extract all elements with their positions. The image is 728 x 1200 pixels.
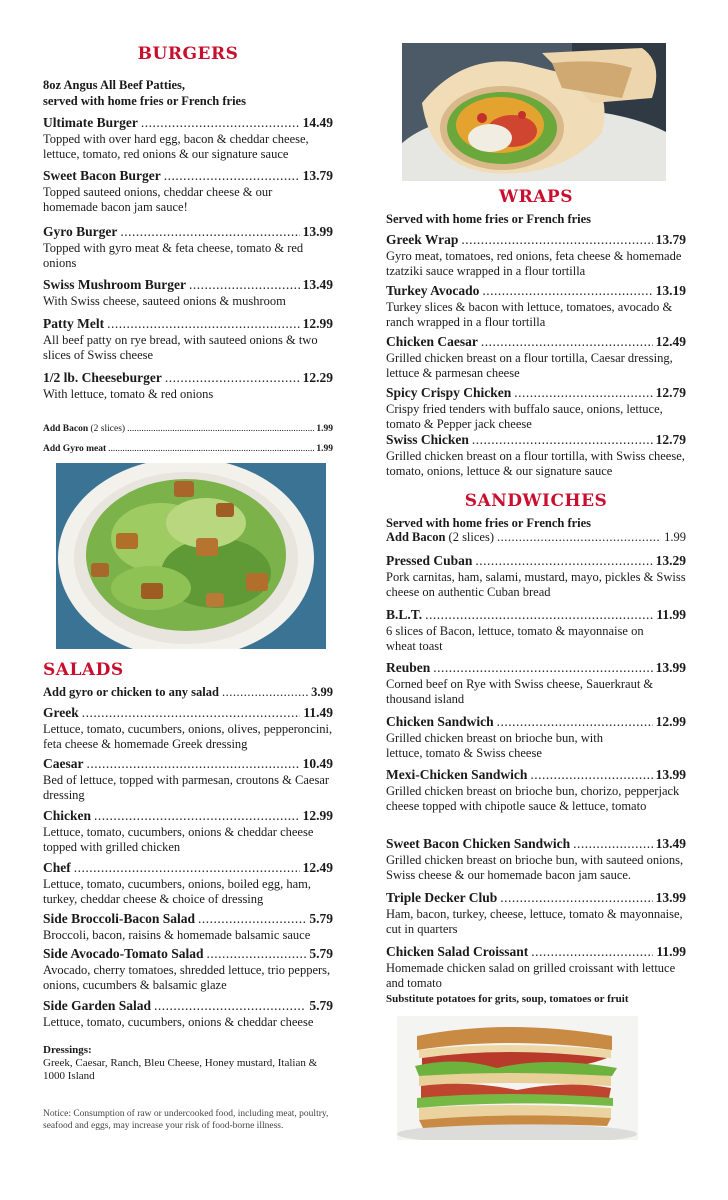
menu-item-sweet-bacon-burger: Sweet Bacon Burger ..... 13.79 Topped sauteed onions, cheddar cheese & our homemade bacon jam sauce! [43, 168, 333, 215]
menu-item-gyro-burger: Gyro Burger ..... 13.99 Topped with gyro meat & feta cheese, tomato & red onions [43, 224, 333, 271]
burgers-subtitle: 8oz Angus All Beef Patties, served with home fries or French fries [43, 78, 246, 108]
menu-item-cheeseburger: 1/2 lb. Cheeseburger ..... 12.29 With lettuce, tomato & red onions [43, 370, 333, 402]
menu-item-avocado-tomato-salad: Side Avocado-Tomato Salad ..... 5.79 Avocado, cherry tomatoes, shredded lettuce, trio peppers, onions, cucumbers & balsamic glaze [43, 946, 333, 993]
menu-item-turkey-avocado: Turkey Avocado ..... 13.19 Turkey slices & bacon with lettuce, tomatoes, avocado & ranch wrapped in a flour tortilla [386, 283, 686, 330]
menu-item-patty-melt: Patty Melt ..... 12.99 All beef patty on rye bread, with sauteed onions & two slices of Swiss cheese [43, 316, 333, 363]
menu-item-swiss-mushroom-burger: Swiss Mushroom Burger ..... 13.49 With Swiss cheese, sauteed onions & mushroom [43, 277, 333, 309]
menu-item-pressed-cuban: Pressed Cuban ..... 13.29 Pork carnitas, ham, salami, mustard, mayo, pickles & Swiss cheese on authentic Cuban bread [386, 553, 686, 600]
menu-item-swiss-chicken: Swiss Chicken ..... 12.79 Grilled chicken breast on a flour tortilla, with Swiss cheese, tomato, onions, lettuce & our signature sauce [386, 432, 686, 479]
menu-item-triple-decker-club: Triple Decker Club ..... 13.99 Ham, bacon, turkey, cheese, lettuce, tomato & mayonnaise, cut in quarters [386, 890, 686, 937]
sandwiches-subtitle: Served with home fries or French fries [386, 516, 592, 530]
menu-item-chef-salad: Chef ..... 12.49 Lettuce, tomato, cucumbers, onions, boiled egg, ham, turkey, cheddar cheese & choice of dressing [43, 860, 333, 907]
wrap-photo [402, 43, 666, 181]
caesar-salad-photo [56, 463, 326, 649]
menu-item-broccoli-bacon-salad: Side Broccoli-Bacon Salad ..... 5.79 Broccoli, bacon, raisins & homemade balsamic sauce [43, 911, 333, 943]
menu-item-ultimate-burger: Ultimate Burger ..... 14.49 Topped with over hard egg, bacon & cheddar cheese, lettuce, tomato, red onions & our signature sauce [43, 115, 333, 162]
dressings: Dressings: Greek, Caesar, Ranch, Bleu Cheese, Honey mustard, Italian & 1000 Island [43, 1044, 318, 1082]
addon-bacon: Add Bacon (2 slices) ..... 1.99 [43, 424, 333, 434]
menu-item-spicy-crispy-chicken: Spicy Crispy Chicken ..... 12.79 Crispy fried tenders with buffalo sauce, onions, lettuce, tomato & Pepper jack cheese [386, 385, 686, 432]
menu-item-reuben: Reuben ..... 13.99 Corned beef on Rye with Swiss cheese, Sauerkraut & thousand island [386, 660, 686, 707]
substitute-note: Substitute potatoes for grits, soup, tomatoes or fruit [386, 993, 629, 1005]
sandwiches-title: SANDWICHES [464, 491, 608, 511]
menu-item-greek-wrap: Greek Wrap ..... 13.79 Gyro meat, tomatoes, red onions, feta cheese & homemade tzatziki sauce wrapped in a flour tortilla [386, 232, 686, 279]
club-sandwich-photo [397, 1016, 638, 1140]
sandwiches-addon-bacon: Add Bacon (2 slices) ..... 1.99 [386, 530, 686, 545]
food-notice: Notice: Consumption of raw or undercooked food, including meat, poultry, seafood and eggs, may increase your risk of food-borne illness. [43, 1109, 329, 1131]
wraps-title: WRAPS [499, 187, 573, 207]
salads-title: SALADS [43, 660, 124, 680]
wraps-subtitle: Served with home fries or French fries [386, 212, 592, 226]
menu-item-chicken-caesar-wrap: Chicken Caesar ..... 12.49 Grilled chicken breast on a flour tortilla, Caesar dressing, lettuce & parmesan cheese [386, 334, 686, 381]
menu-item-blt: B.L.T. ..... 11.99 6 slices of Bacon, lettuce, tomato & mayonnaise on wheat toast [386, 607, 686, 654]
menu-item-garden-salad: Side Garden Salad ..... 5.79 Lettuce, tomato, cucumbers, onions & cheddar cheese [43, 998, 333, 1030]
menu-item-caesar-salad: Caesar ..... 10.49 Bed of lettuce, topped with parmesan, croutons & Caesar dressing [43, 756, 333, 803]
menu-item-mexi-chicken-sandwich: Mexi-Chicken Sandwich ..... 13.99 Grilled chicken breast on brioche bun, chorizo, pepperjack cheese topped with chipotle sauce & lettuce, tomato [386, 767, 686, 814]
menu-item-chicken-sandwich: Chicken Sandwich ..... 12.99 Grilled chicken breast on brioche bun, with lettuce, tomato & Swiss cheese [386, 714, 686, 761]
addon-gyro-meat: Add Gyro meat ..... 1.99 [43, 444, 333, 454]
menu-item-chicken-salad: Chicken ..... 12.99 Lettuce, tomato, cucumbers, onions & cheddar cheese topped with grilled chicken [43, 808, 333, 855]
menu-item-greek-salad: Greek ..... 11.49 Lettuce, tomato, cucumbers, onions, olives, pepperoncini, feta cheese & homemade Greek dressing [43, 705, 333, 752]
menu-item-chicken-salad-croissant: Chicken Salad Croissant ..... 11.99 Homemade chicken salad on grilled croissant with lettuce and tomato [386, 944, 686, 991]
menu-item-sweet-bacon-chicken-sandwich: Sweet Bacon Chicken Sandwich ..... 13.49 Grilled chicken breast on brioche bun, with sauteed onions, Swiss cheese & our homemade bacon jam sauce. [386, 836, 686, 883]
burgers-title: BURGERS [137, 44, 239, 64]
salads-addon: Add gyro or chicken to any salad ..... 3.99 [43, 685, 333, 700]
